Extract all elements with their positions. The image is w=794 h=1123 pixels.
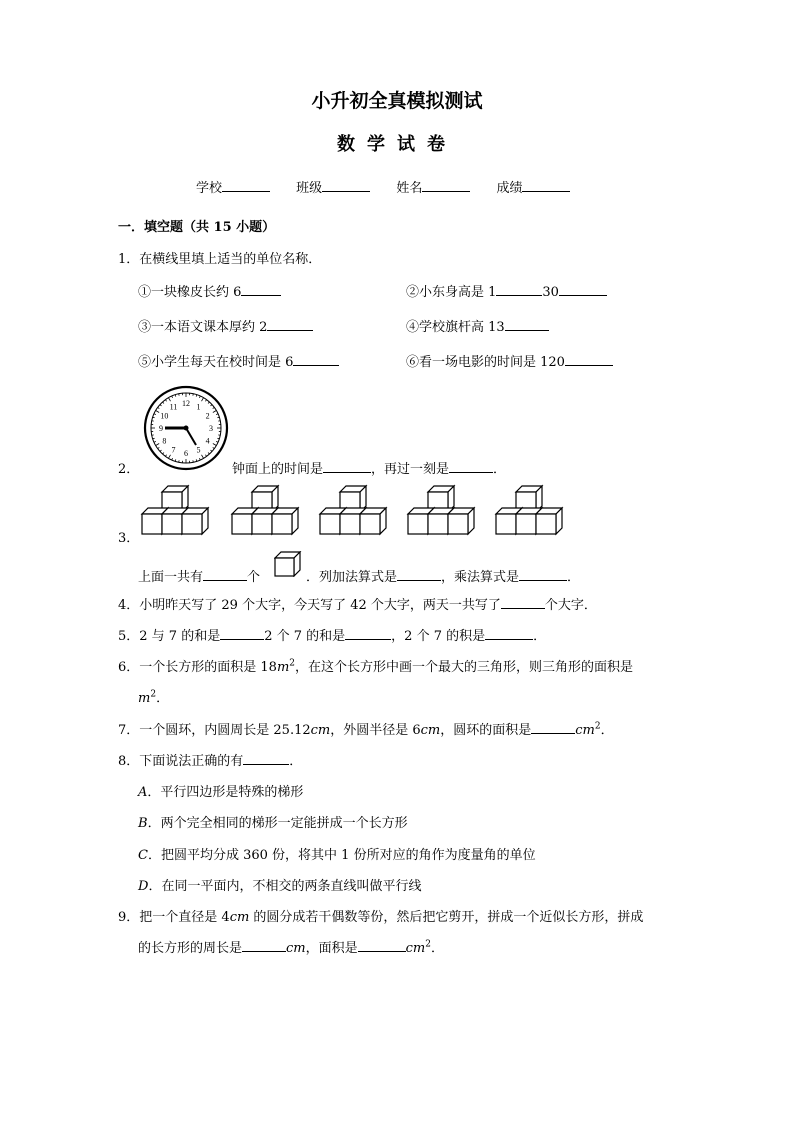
info-name: 姓名 [396,181,470,196]
answer-blank[interactable] [241,283,281,296]
answer-blank[interactable] [559,283,607,296]
answer-blank[interactable] [519,568,567,581]
answer-blank[interactable] [267,318,313,331]
clock-number: 7 [171,445,176,455]
cube-group-5 [496,486,562,534]
answer-blank[interactable] [505,318,549,331]
cube-group-4 [408,486,474,534]
clock-number: 3 [209,424,213,433]
q9-line2: 的长方形的周长是 cm，面积是 $cm^2$． [138,939,444,956]
clock-number: 5 [196,445,201,455]
class-blank[interactable] [322,179,370,192]
cube-group-2 [232,486,298,534]
info-score: 成绩 [496,181,570,196]
q5-text: 5．2 与 7 的和是 2 个 7 的和是 ，2 个 7 的积是 ． [118,629,547,644]
q6-line1: 6．一个长方形的面积是 $18m^2$，在这个长方形中画一个最大的三角形，则三角形的面积是 [118,658,634,675]
info-school: 学校 [196,181,270,196]
q8-stem: 8．下面说法正确的有 ． [118,754,303,769]
q2-text: 钟面上的时间是 ，再过一刻是 ． [232,462,507,477]
q8-option-d[interactable]: D．在同一平面内，不相交的两条直线叫做平行线 [138,879,422,894]
cube-group-1 [142,486,208,534]
clock-number: 8 [162,436,167,446]
answer-blank[interactable] [485,627,533,640]
answer-blank[interactable] [345,627,391,640]
answer-blank[interactable] [496,283,542,296]
clock-number: 11 [169,402,178,412]
page-subtitle: 数学试卷 [337,134,457,155]
clock-number: 2 [205,411,210,421]
answer-blank[interactable] [220,627,264,640]
answer-blank[interactable] [293,353,339,366]
q8-option-b[interactable]: B．两个完全相同的梯形一定能拼成一个长方形 [138,816,408,831]
cube-figures [140,480,580,538]
clock-number: 6 [184,449,188,458]
q1-item-5: ⑤小学生每天在校时间是 6 [138,351,339,370]
q7-text: 7．一个圆环，内圆周长是 25.12cm，外圆半径是 6cm，圆环的面积是 $cm^2$． [118,721,614,738]
answer-blank[interactable] [397,568,441,581]
q1-item-2: ②小东身高是 1 30 [406,281,607,300]
clock-number: 10 [160,411,169,421]
page-title: 小升初全真模拟测试 [311,90,483,112]
q8-option-c[interactable]: C．把圆平均分成 360 份，将其中 1 份所对应的角作为度量角的单位 [138,848,536,863]
school-blank[interactable] [222,179,270,192]
answer-blank[interactable] [242,939,286,952]
q1-item-3: ③一本语文课本厚约 2 [138,316,313,335]
q3-text: 上面一共有 个 [138,570,261,585]
answer-blank[interactable] [203,568,247,581]
q8-option-a[interactable]: A．平行四边形是特殊的梯形 [138,785,304,800]
q9-line1: 9．把一个直径是 4cm 的圆分成若干偶数等份，然后把它剪开，拼成一个近似长方形，拼成 [118,910,644,925]
answer-blank[interactable] [531,721,575,734]
cube-icon [274,551,302,577]
clock-number: 12 [182,399,190,408]
q3-text-2: ．列加法算式是 ，乘法算式是 ． [306,570,581,585]
info-class: 班级 [296,181,370,196]
score-blank[interactable] [522,179,570,192]
q1-item-4: ④学校旗杆高 13 [406,316,549,335]
answer-blank[interactable] [243,752,289,765]
q1-stem: 1．在横线里填上适当的单位名称． [118,252,322,267]
q1-item-1: ①一块橡皮长约 6 [138,281,281,300]
clock-figure [143,385,229,471]
cube-group-3 [320,486,386,534]
q4-text: 4．小明昨天写了 29 个大字，今天写了 42 个大字，两天一共写了 个大字． [118,598,597,613]
answer-blank[interactable] [358,939,406,952]
answer-blank[interactable] [501,596,545,609]
answer-blank[interactable] [449,460,493,473]
answer-blank[interactable] [323,460,371,473]
q1-item-6: ⑥看一场电影的时间是 120 [406,351,613,370]
clock-number: 1 [196,402,201,412]
section-heading: 一．填空题（共 15 小题） [118,220,276,235]
q6-line2: $m^2$． [138,689,170,706]
answer-blank[interactable] [565,353,613,366]
info-fields [196,177,592,196]
q3-num: 3． [118,531,140,546]
clock-number: 4 [205,436,210,446]
name-blank[interactable] [422,179,470,192]
q2-num: 2． [118,462,140,477]
clock-number: 9 [159,424,163,433]
